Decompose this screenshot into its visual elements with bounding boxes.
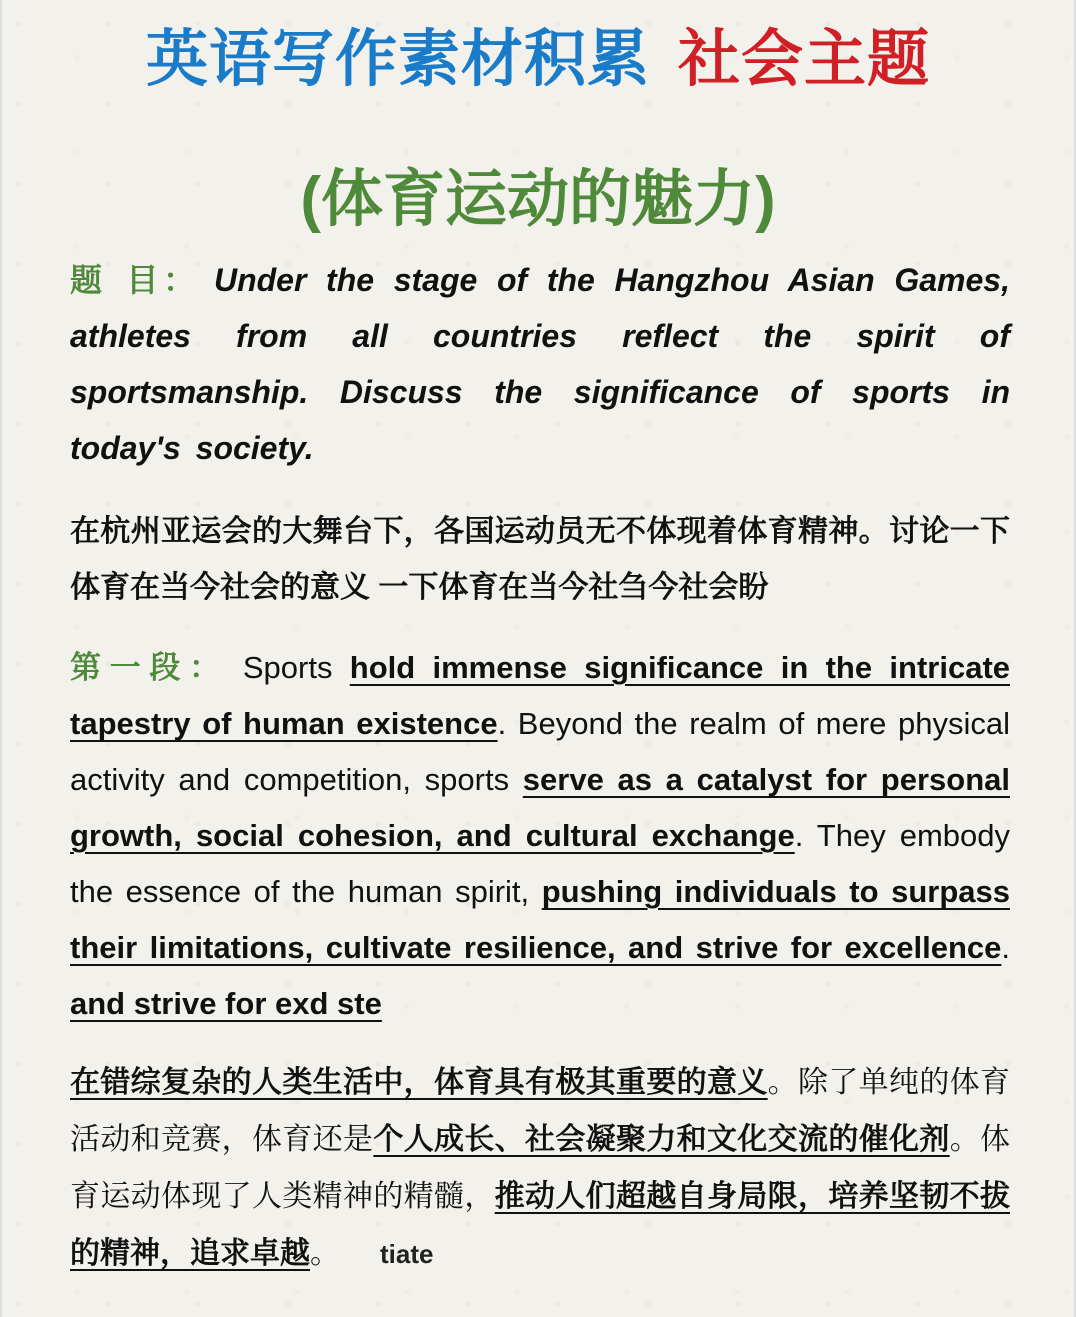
document-page: [2, 0, 1074, 1283]
topic-translation: 在杭州亚运会的大舞台下，各国运动员无不体现着体育精神。讨论一下体育在当今社会的意义 一下体育在当今社刍今社会盼: [70, 515, 1010, 604]
title-theme: 社会主题: [678, 25, 931, 94]
topic-label: 题 目：: [70, 262, 200, 298]
highlight-phrase: and strive for exd ste: [70, 986, 382, 1021]
paragraph-1-label: 第一段：: [70, 650, 229, 685]
paragraph-1-translation: [70, 1054, 1010, 1283]
overlay-text: tiate: [380, 1239, 434, 1269]
page-title: [2, 18, 1074, 102]
text: . Beyond the realm of mere physical activity and competition, sports: [70, 706, 1010, 797]
highlight-phrase: 推动人们超越自身局限，培养坚韧不拔的精神，追求卓越: [70, 1180, 1011, 1270]
highlight-phrase: pushing individuals to surpass their limitations, cultivate resilience, and strive for excellence: [70, 874, 1010, 965]
highlight-phrase: 在错综复杂的人类生活中，体育具有极其重要的意义: [70, 1066, 768, 1099]
highlight-phrase: serve as a catalyst for personal growth, social cohesion, and cultural exchange: [70, 762, 1010, 853]
highlight-phrase: hold immense significance in the intricate tapestry of human existence: [70, 650, 1011, 741]
highlight-phrase: 个人成长、社会凝聚力和文化交流的催化剂: [373, 1123, 950, 1156]
text: Sports: [242, 650, 350, 685]
title-main: 英语写作素材积累: [145, 25, 650, 94]
text: 。体育运动体现了人类精神的精髓，: [70, 1123, 1011, 1213]
text: 。: [310, 1237, 340, 1270]
text: .: [1001, 930, 1010, 965]
topic-paragraph: [70, 252, 1010, 476]
text: . They embody the essence of the human spirit,: [70, 818, 1011, 909]
page-subtitle: (体育运动的魅力): [300, 165, 776, 234]
topic-text: Under the stage of the Hangzhou Asian Games, athletes from all countries reflect the spirit of sportsmanship. Discuss the significance of sports in today's society.: [70, 262, 1010, 466]
text: 。除了单纯的体育活动和竞赛，体育还是: [70, 1066, 1011, 1156]
paragraph-1: [70, 640, 1010, 1032]
